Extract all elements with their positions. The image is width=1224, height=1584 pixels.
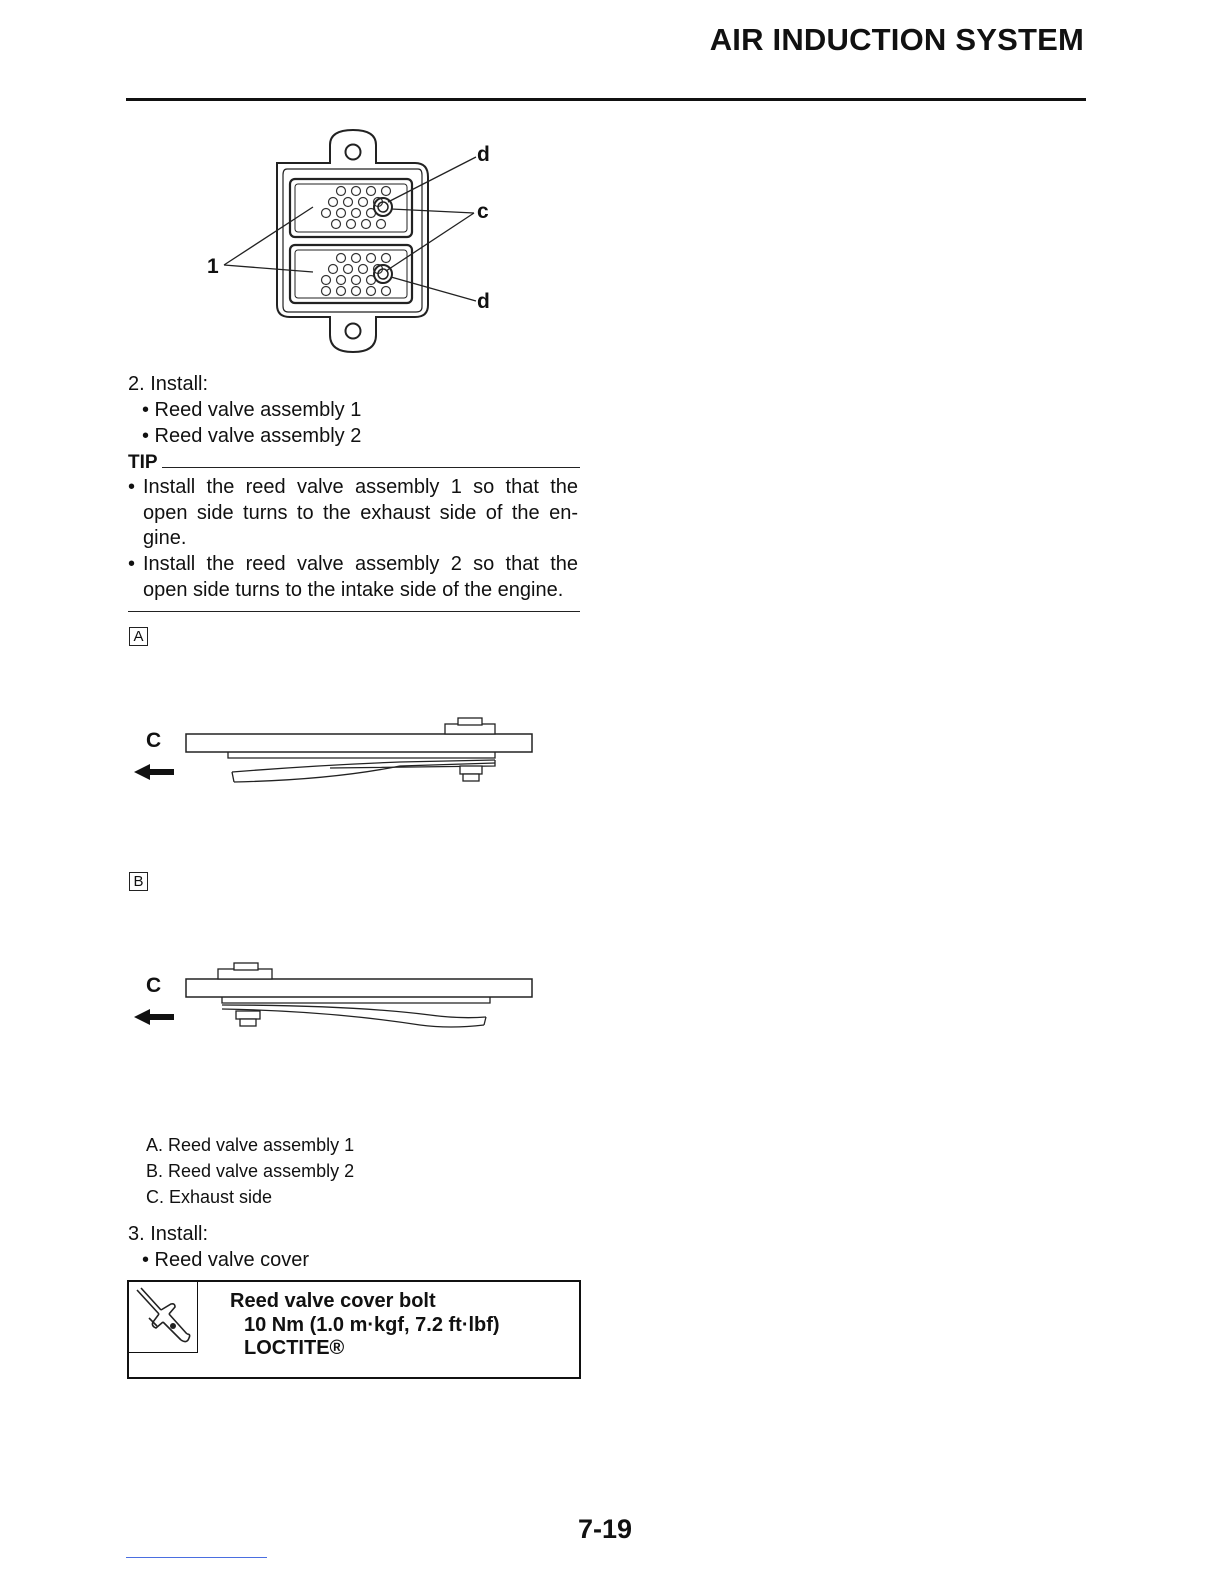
tip-label: TIP [128, 452, 158, 473]
tip-item-text: Install the reed valve assembly 1 so that the open side turns to the exhaust side of the en-gine. [143, 476, 578, 549]
step-2-heading: 2. Install: [128, 373, 209, 395]
torque-spec-box [127, 1280, 581, 1379]
tip-item-1 [128, 475, 578, 552]
callout-1: 1 [207, 255, 219, 278]
callout-d-top: d [477, 143, 490, 166]
tip-header [128, 452, 580, 474]
legend-item-a: A. Reed valve assembly 1 [146, 1135, 355, 1155]
arrow-left-icon [134, 1009, 174, 1025]
page-title: AIR INDUCTION SYSTEM [709, 22, 1084, 57]
step-2-item-1: • Reed valve assembly 1 [142, 399, 362, 421]
tip-item-text: Install the reed valve assembly 2 so that the open side turns to the intake side of the engine. [143, 553, 578, 601]
bullet: • [128, 553, 136, 575]
step-2-item-2: • Reed valve assembly 2 [142, 425, 362, 447]
footer-link-underline[interactable] [126, 1557, 267, 1558]
tip-rule [162, 467, 580, 468]
step-3-heading: 3. Install: [128, 1223, 209, 1245]
step-3-item-1: • Reed valve cover [142, 1249, 310, 1271]
torque-spec-note: LOCTITE® [244, 1337, 345, 1359]
reed-valve-assembly-2-diagram [130, 955, 540, 1035]
tip-item-2 [128, 552, 578, 603]
torque-wrench-icon [129, 1282, 197, 1352]
arrow-left-icon [134, 764, 174, 780]
callout-d-bottom: d [477, 290, 490, 313]
header-divider [126, 98, 1086, 101]
torque-icon-cell [129, 1282, 198, 1353]
legend-item-b: B. Reed valve assembly 2 [146, 1161, 355, 1181]
torque-spec-value: 10 Nm (1.0 m·kgf, 7.2 ft·lbf) [244, 1313, 500, 1336]
figure-a-label: A [129, 627, 148, 646]
reed-valve-plate-diagram [200, 125, 510, 360]
torque-spec-text [230, 1290, 500, 1361]
bullet: • [128, 476, 136, 498]
legend-item-c: C. Exhaust side [146, 1187, 273, 1207]
figure-a-side-label: C [146, 729, 162, 752]
figure-b-label: B [129, 872, 148, 891]
tip-end-divider [128, 611, 580, 612]
torque-spec-name: Reed valve cover bolt [230, 1290, 436, 1312]
page-number: 7-19 [578, 1514, 633, 1544]
reed-valve-assembly-1-diagram [130, 710, 540, 790]
callout-c: c [477, 200, 489, 223]
figure-b-side-label: C [146, 974, 162, 997]
